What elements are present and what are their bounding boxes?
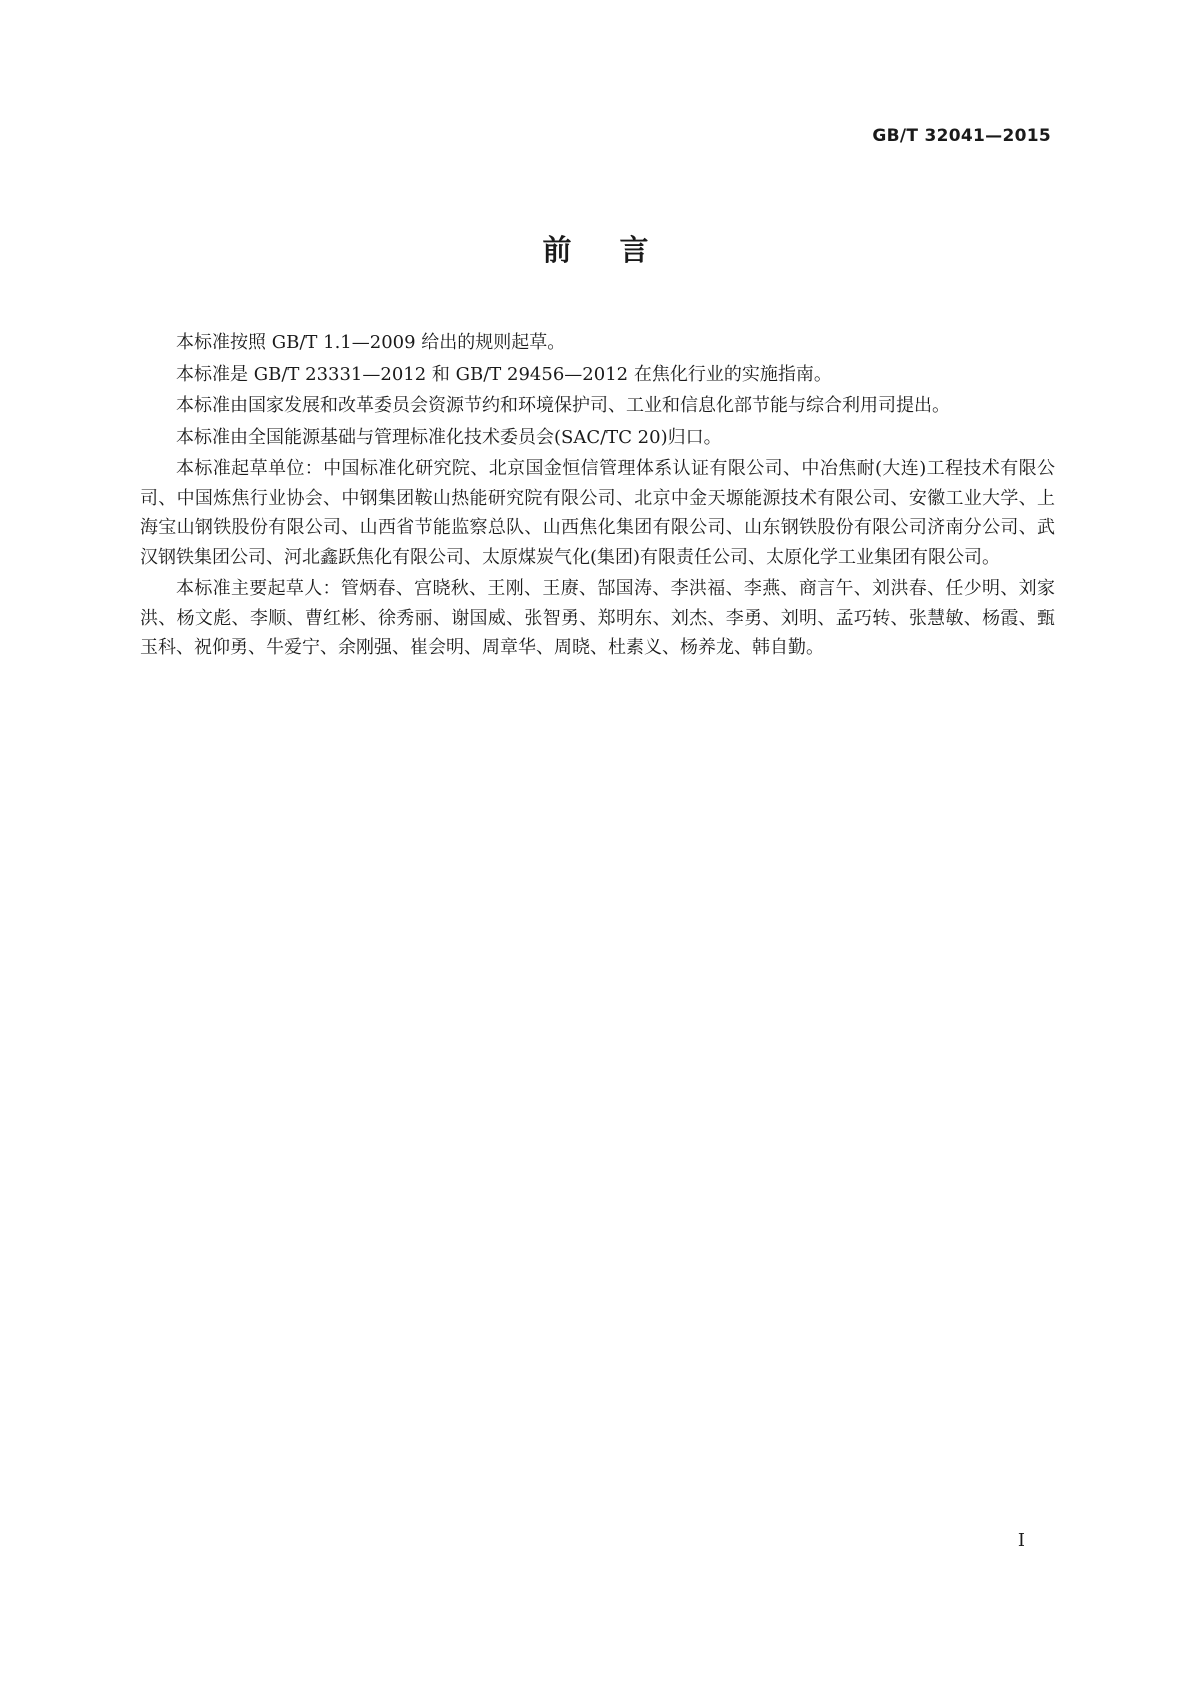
page-number: I — [1017, 1530, 1025, 1551]
paragraph-implementation-guide: 本标准是 GB/T 23331—2012 和 GB/T 29456—2012 在焦化行业的实施指南。 — [176, 363, 832, 385]
page-title: 前言 — [542, 233, 697, 267]
standard-number: GB/T 32041—2015 — [872, 126, 1051, 146]
foreword-body — [140, 328, 1055, 665]
paragraph-drafting-rules: 本标准按照 GB/T 1.1—2009 给出的规则起草。 — [176, 332, 566, 353]
paragraph-proposed-by: 本标准由国家发展和改革委员会资源节约和环境保护司、工业和信息化部节能与综合利用司提出。 — [176, 395, 950, 416]
paragraph-drafting-units: 本标准起草单位：中国标准化研究院、北京国金恒信管理体系认证有限公司、中冶焦耐(大连)工程技术有限公司、中国炼焦行业协会、中钢集团鞍山热能研究院有限公司、北京中金天塬能源技术有限公司、安徽工业大学、上海宝山钢铁股份有限公司、山西省节能监察总队、山西焦化集团有限公司、山东钢铁股份有限公司济南分公司、武汉钢铁集团公司、河北鑫跃焦化有限公司、太原煤炭气化(集团)有限责任公司、太原化学工业集团有限公司。 — [140, 458, 1055, 568]
paragraph-under-jurisdiction: 本标准由全国能源基础与管理标准化技术委员会(SAC/TC 20)归口。 — [176, 426, 722, 448]
paragraph-main-drafters: 本标准主要起草人：管炳春、宫晓秋、王刚、王赓、郜国涛、李洪福、李燕、商言午、刘洪春、任少明、刘家洪、杨文彪、李顺、曹红彬、徐秀丽、谢国威、张智勇、郑明东、刘杰、李勇、刘明、孟巧转、张慧敏、杨霞、甄玉科、祝仰勇、牛爱宁、余刚强、崔会明、周章华、周晓、杜素义、杨养龙、韩自勤。 — [140, 578, 1055, 658]
